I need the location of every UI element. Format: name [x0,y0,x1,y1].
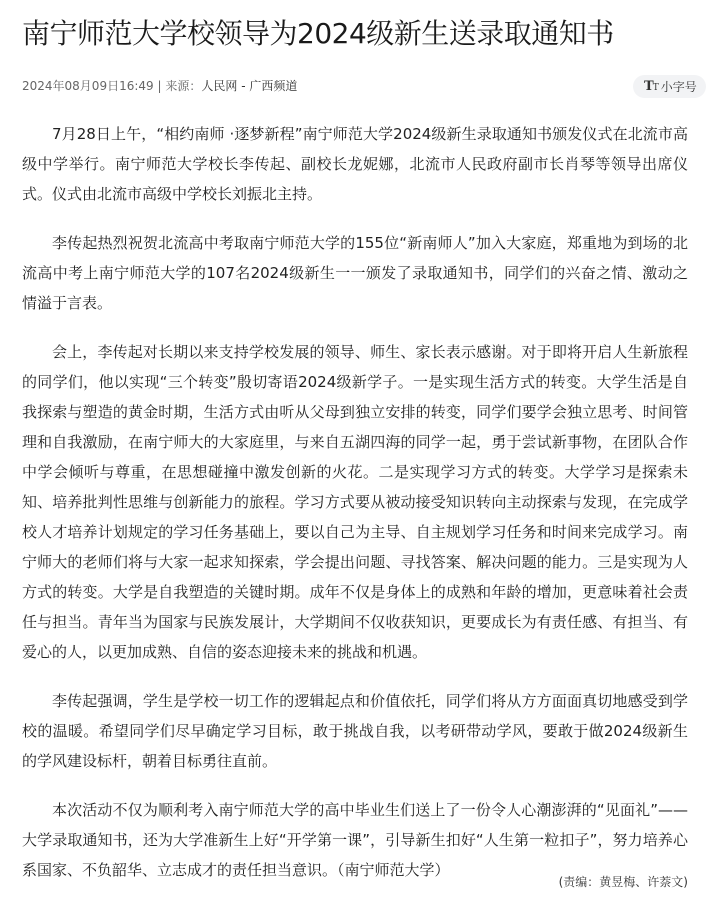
paragraph: 本次活动不仅为顺利考入南宁师范大学的高中毕业生们送上了一份令人心潮澎湃的“见面礼”——大学录取通知书，还为大学准新生上好“开学第一课”，引导新生扣好“人生第一粒扣子”，努力培养心系国家、不负韶华、立志成才的责任担当意识。（南宁师范大学） [22,801,688,879]
paragraph: 7月28日上午，“相约南师 ·逐梦新程”南宁师范大学2024级新生录取通知书颁发仪式在北流市高级中学举行。南宁师范大学校长李传起、副校长龙妮娜，北流市人民政府副市长肖琴等领导出席仪式。仪式由北流市高级中学校长刘振北主持。 [22,125,688,203]
editor-credit: (责编：黄昱梅、许萘文) [558,875,688,889]
paragraph: 李传起热烈祝贺北流高中考取南宁师范大学的155位“新南师人”加入大家庭，郑重地为到场的北流高中考上南宁师范大学的107名2024级新生一一颁发了录取通知书，同学们的兴奋之情、激动之情溢于言表。 [22,234,688,312]
article-title: 南宁师范大学校领导为2024级新生送录取通知书 [22,17,614,50]
meta-separator: | [157,79,162,93]
paragraph: 李传起强调，学生是学校一切工作的逻辑起点和价值依托，同学们将从方方面面真切地感受到学校的温暖。希望同学们尽早确定学习目标，敢于挑战自我，以考研带动学风，要敢于做2024级新生的学风建设标杆，朝着目标勇往直前。 [22,692,688,770]
source-label: 来源： [165,79,202,93]
article-meta [22,76,297,96]
publish-datetime: 2024年08月09日16:49 [22,79,154,93]
article-body [22,119,688,904]
font-size-icon: TT [644,79,658,94]
source-link[interactable]: 人民网 - 广西频道 [201,79,298,93]
font-size-toggle-button[interactable] [633,75,706,98]
paragraph: 会上，李传起对长期以来支持学校发展的领导、师生、家长表示感谢。对于即将开启人生新旅程的同学们，他以实现“三个转变”殷切寄语2024级新学子。一是实现生活方式的转变。大学生活是自我探索与塑造的黄金时期，生活方式由听从父母到独立安排的转变，同学们要学会独立思考、时间管理和自我激励，在南宁师大的大家庭里，与来自五湖四海的同学一起，勇于尝试新事物，在团队合作中学会倾听与尊重，在思想碰撞中激发创新的火花。二是实现学习方式的转变。大学学习是探索未知、培养批判性思维与创新能力的旅程。学习方式要从被动接受知识转向主动探索与发现，在完成学校人才培养计划规定的学习任务基础上，要以自己为主导、自主规划学习任务和时间来完成学习。南宁师大的老师们将与大家一起求知探索，学会提出问题、寻找答案、解决问题的能力。三是实现为人方式的转变。大学是自我塑造的关键时期。成年不仅是身体上的成熟和年龄的增加，更意味着社会责任与担当。青年当为国家与民族发展计，大学期间不仅收获知识，更要成长为有责任感、有担当、有爱心的人，以更加成熟、自信的姿态迎接未来的挑战和机遇。 [22,343,688,661]
font-size-label: 小字号 [660,80,697,94]
